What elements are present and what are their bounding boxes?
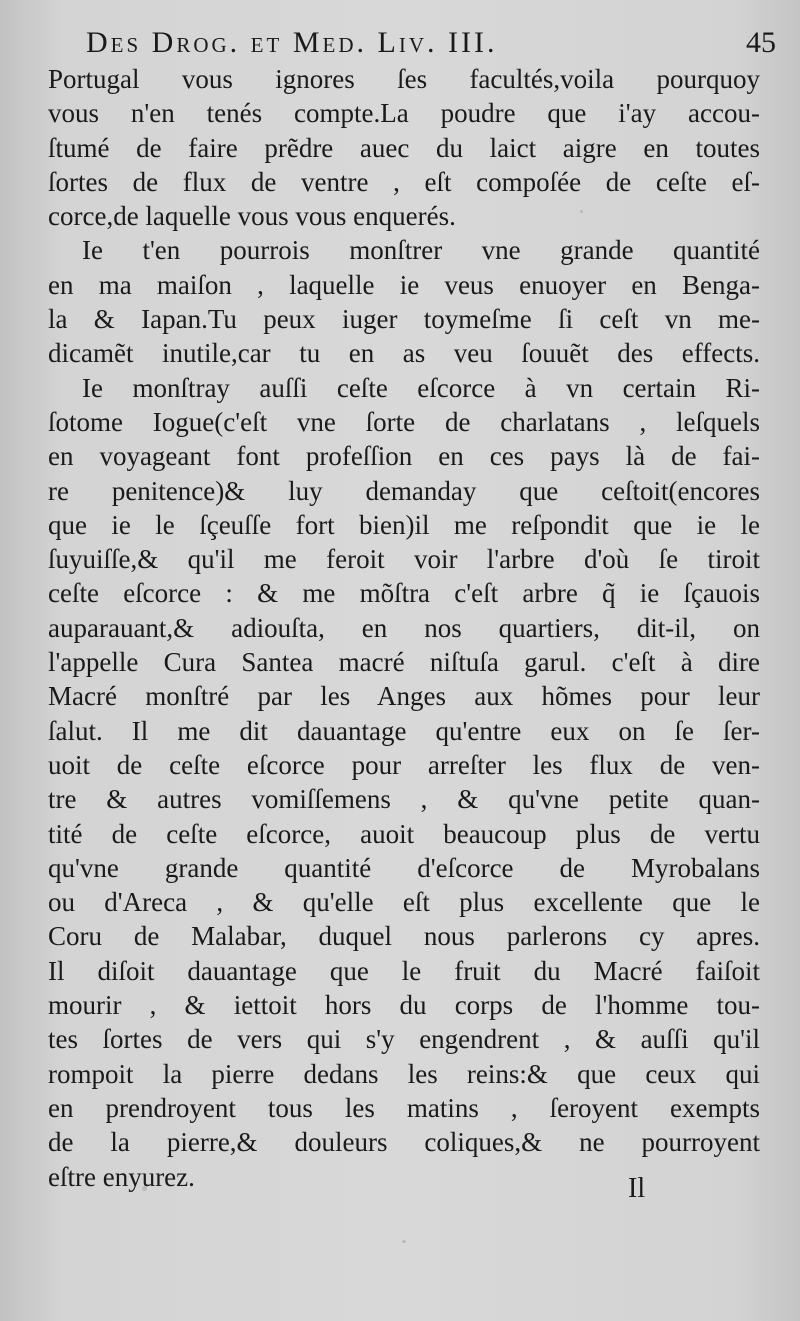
text-line: uoit de ceſte eſcorce pour arreſter les flux de ven- [48, 749, 760, 780]
text-line: Macré monſtré par les Anges aux hõmes pour leur [48, 681, 760, 712]
text-line: corce,de laquelle vous vous enquerés. [48, 201, 456, 232]
paper-stain [402, 1240, 406, 1243]
catchword: Il [628, 1173, 646, 1204]
text-line: en prendroyent tous les matins , ſeroyent exempts [48, 1092, 760, 1123]
text-line: dicamẽt inutile,car tu en as veu ſouuẽt des effects. [48, 338, 760, 369]
text-line: Il diſoit dauantage que le fruit du Macré faiſoit [48, 955, 760, 986]
text-line: ſotome Iogue(c'eſt vne ſorte de charlatans , leſquels [48, 406, 760, 437]
text-line: Ie monſtray auſſi ceſte eſcorce à vn certain Ri- [82, 372, 760, 403]
text-line: auparauant,& adiouſta, en nos quartiers, dit-il, on [48, 612, 760, 643]
text-line: ſortes de flux de ventre , eſt compoſée de ceſte eſ- [48, 166, 760, 197]
body-text [48, 62, 760, 1194]
text-line: ceſte eſcorce : & me mõſtra c'eſt arbre q̃ ie ſçauois [48, 578, 760, 609]
text-line: en ma maiſon , laquelle ie veus enuoyer en Benga- [48, 269, 760, 300]
text-line: tes ſortes de vers qui s'y engendrent , & auſſi qu'il [48, 1024, 760, 1055]
text-line: eſtre enyurez. [48, 1161, 195, 1192]
running-header [86, 26, 776, 66]
text-line: ou d'Areca , & qu'elle eſt plus excellente que le [48, 887, 760, 918]
text-line: en voyageant font profeſſion en ces pays là de fai- [48, 441, 760, 472]
text-line: qu'vne grande quantité d'eſcorce de Myrobalans [48, 852, 760, 883]
text-line: que ie le ſçeuſſe fort bien)il me reſpondit que ie le [48, 509, 760, 540]
text-line: la & Iapan.Tu peux iuger toymeſme ſi ceſt vn me- [48, 304, 760, 335]
text-line: Portugal vous ignores ſes facultés,voila pourquoy [48, 64, 760, 94]
text-line: ſuyuiſſe,& qu'il me feroit voir l'arbre d'où ſe tiroit [48, 544, 760, 575]
text-line: de la pierre,& douleurs coliques,& ne pourroyent [48, 1127, 760, 1158]
text-line: Coru de Malabar, duquel nous parlerons cy apres. [48, 921, 760, 952]
text-line: ſtumé de faire prẽdre auec du laict aigre en toutes [48, 132, 760, 163]
text-line: ſalut. Il me dit dauantage qu'entre eux on ſe ſer- [48, 715, 760, 746]
text-line: l'appelle Cura Santea macré niſtuſa garul. c'eſt à dire [48, 647, 760, 678]
text-line: tre & autres vomiſſemens , & qu'vne petite quan- [48, 784, 760, 815]
text-line: re penitence)& luy demanday que ceſtoit(encores [48, 475, 760, 506]
text-line: tité de ceſte eſcorce, auoit beaucoup plus de vertu [48, 818, 760, 849]
text-line: rompoit la pierre dedans les reins:& que ceux qui [48, 1058, 760, 1089]
text-line: vous n'en tenés compte.La poudre que i'ay accou- [48, 98, 760, 129]
text-line: mourir , & iettoit hors du corps de l'homme tou- [48, 990, 760, 1021]
page-number: 45 [746, 26, 776, 59]
text-line: Ie t'en pourrois monſtrer vne grande quantité [82, 235, 760, 266]
running-head-title: Des Drog. et Med. Liv. III. [86, 26, 498, 59]
